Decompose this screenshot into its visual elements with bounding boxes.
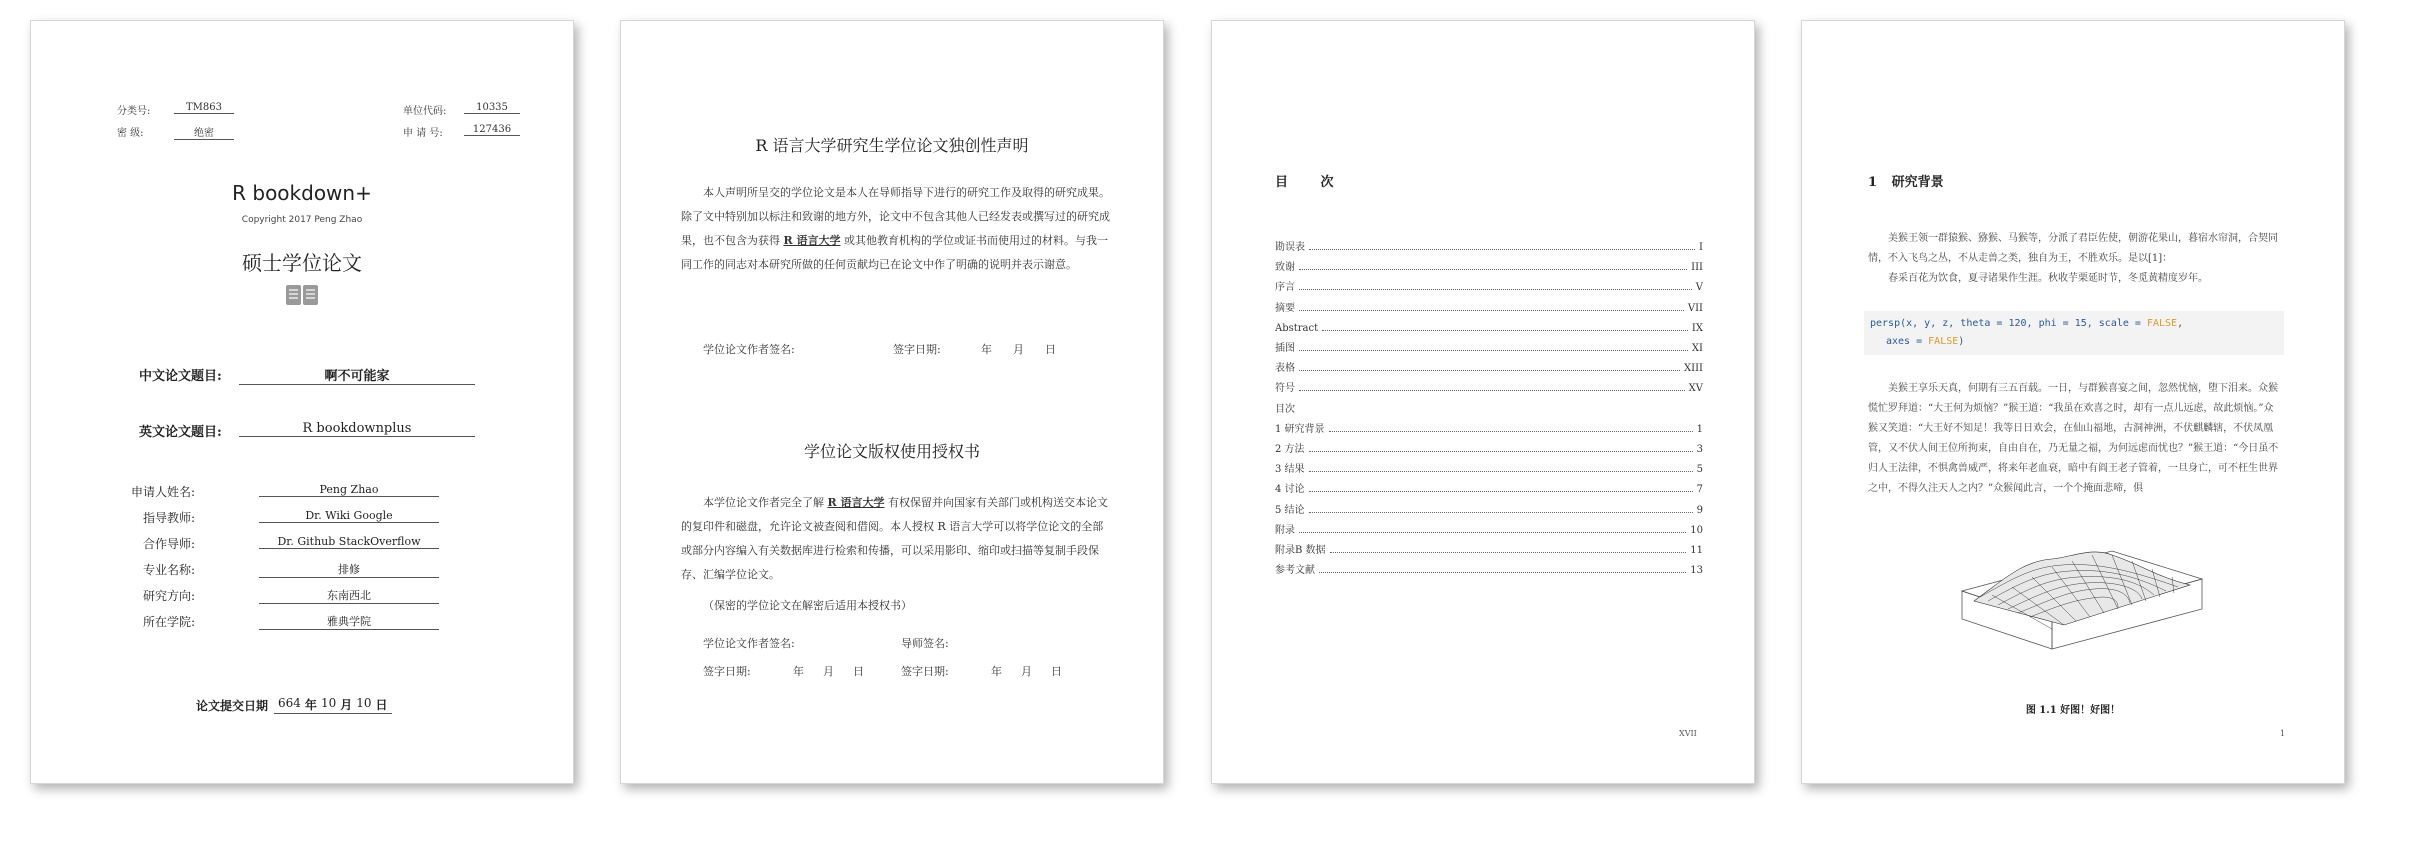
toc-row-page: IX [1691,322,1703,334]
toc-leader-dots [1309,471,1693,472]
toc-row-label: 2 方法 [1275,444,1305,455]
unit-value: 10335 [464,102,520,114]
date-year: 年 [981,343,992,356]
class-label: 分类号: [117,106,151,117]
cover-title [31,181,573,205]
sign-date-label-2: 签字日期: [703,665,751,678]
info-label: 专业名称: [142,563,195,577]
toc-row-page: 7 [1696,484,1703,496]
secret-value: 绝密 [174,124,234,140]
date-month: 月 [1013,343,1024,356]
toc-row[interactable] [1275,516,1703,536]
copyright-text-b: 有权保留并向国家有关部门或机构送交本论文的复印件和磁盘，允许论文被查阅和借阅。本人授权 R 语言大学可以将学位论文的全部或部分内容编入有关数据库进行检索和传播，可以采用影印、缩印或扫描等复制手段保存、汇编学位论文。 [681,496,1108,581]
toc-row[interactable] [1275,415,1703,435]
university-name: R 语言大学 [783,234,841,247]
code-line-1: persp(x, y, z, theta = 120, phi = 15, scale = FALSE, [1870,318,2184,329]
toc-row-label: 表格 [1275,363,1295,375]
toc-row[interactable] [1275,395,1703,415]
submit-day: 10 [356,696,372,710]
info-label: 研究方向: [142,589,195,603]
cn-title-label: 中文论文题目: [139,369,222,384]
toc-leader-dots [1299,289,1692,290]
copyright: Copyright 2017 Peng Zhao [241,215,363,225]
info-value: Dr. Wiki Google [259,509,439,523]
submit-month-unit: 月 [340,698,353,712]
date-day-2: 日 [853,665,864,678]
toc-row-label: 3 结果 [1275,464,1305,476]
date-year-3: 年 [991,665,1002,678]
info-label: 申请人姓名: [130,485,195,499]
toc-row-label: 4 讨论 [1275,484,1305,496]
page-cover [30,20,574,784]
cover-title-main: R bookdown [232,181,356,205]
toc-row-page: 9 [1696,504,1703,516]
code-line-2: axes = FALSE) [1886,336,1965,347]
page-chapter [1801,20,2345,784]
class-value: TM863 [174,102,234,114]
info-label: 所在学院: [142,615,195,629]
toc-row-page: 13 [1690,565,1703,577]
date-year-2: 年 [793,665,804,678]
info-label: 指导教师: [142,511,195,525]
page-toc [1211,20,1755,784]
figure-caption: 图 1.1 好图！好图！ [2025,705,2121,716]
declaration-paragraph [681,181,1111,277]
toc-row-page: I [1699,242,1703,253]
degree-title: 硕士学位论文 [242,251,362,275]
toc-row[interactable] [1275,435,1703,455]
toc-leader-dots [1299,390,1685,391]
toc-leader-dots [1309,512,1693,513]
university-name-2: R 语言大学 [827,496,885,509]
info-label: 合作导师: [142,537,195,551]
toc-leader-dots [1330,552,1687,553]
secret-label: 密 级: [117,128,144,139]
toc-row-label: 1 研究背景 [1275,423,1325,435]
declaration-text-b: 或其他教育机构的学位或证书而使用过的材料。与我一同工作的同志对本研究所做的任何贡献均已在论文中作了明确的说明并表示谢意。 [681,234,1108,271]
apply-value: 127436 [464,124,520,136]
declaration-title: R 语言大学研究生学位论文独创性声明 [755,136,1029,155]
info-value: 排修 [259,561,439,578]
body-paragraph-1: 美猴王领一群猿猴、猕猴、马猴等，分派了君臣佐使，朝游花果山，暮宿水帘洞，合契同情，不入飞鸟之丛，不从走兽之类，独自为王，不胜欢乐。是以[1]： [1868,233,2278,264]
toc-row-label: 勘误表 [1275,242,1305,253]
submit-date [196,696,392,714]
toc-row[interactable] [1275,556,1703,576]
toc-row-page: XI [1691,343,1703,354]
toc-row[interactable] [1275,354,1703,374]
submit-date-line [274,696,392,714]
toc-row-page: VII [1687,302,1703,314]
section-heading [1868,171,1944,190]
toc-row-label: 符号 [1275,383,1295,395]
toc-row[interactable] [1275,475,1703,495]
body-paragraph-1b: 春采百花为饮食，夏寻诸果作生涯。秋收芋栗延时节，冬觅黄精度岁年。 [1888,273,2208,284]
toc-row-page: V [1695,282,1703,294]
declaration-text-a: 本人声明所呈交的学位论文是本人在导师指导下进行的研究工作及取得的研究成果。除了文中特别加以标注和致谢的地方外，论文中不包含其他人已经发表或撰写过的研究成果，也不包含为获得 [681,186,1110,247]
toc-row-label: 目次 [1275,403,1295,415]
section-title: 研究背景 [1891,175,1944,190]
toc-row[interactable] [1275,374,1703,394]
sign-date-label-3: 签字日期: [901,665,949,678]
section-number: 1 [1868,175,1878,190]
toc-leader-dots [1299,532,1686,533]
toc-row-page: 11 [1690,545,1703,556]
figure-persp-plot [1952,531,2212,665]
cn-title-value: 啊不可能家 [239,365,475,385]
toc-row[interactable] [1275,273,1703,293]
copyright-title: 学位论文版权使用授权书 [803,442,980,461]
toc-leader-dots [1329,431,1693,432]
toc-leader-dots [1309,451,1693,452]
info-value: Dr. Github StackOverflow [259,535,439,549]
toc-leader-dots [1299,269,1687,270]
sign-date-label: 签字日期: [893,343,941,356]
toc-row[interactable] [1275,253,1703,273]
en-title-value: R bookdownplus [239,421,475,437]
toc-row-label: 参考文献 [1275,565,1315,577]
toc-row-page: XV [1688,383,1703,395]
apply-label: 申 请 号: [403,128,443,139]
toc-row-page: III [1691,262,1703,274]
toc-row-label: 附录 [1275,524,1295,536]
date-month-3: 月 [1021,665,1032,678]
info-value: 东南西北 [259,587,439,604]
page-number: XVII [1679,729,1697,738]
date-day-3: 日 [1051,665,1062,678]
toc-row-label: 插图 [1275,343,1295,354]
toc-leader-dots [1309,491,1693,492]
submit-day-unit: 日 [375,698,388,712]
toc-leader-dots [1322,330,1688,331]
toc-row-label: 序言 [1275,282,1295,294]
info-value: Peng Zhao [259,483,439,497]
toc-leader-dots [1299,310,1684,311]
toc-row-label: 5 结论 [1275,504,1305,516]
submit-year-unit: 年 [304,698,317,712]
advisor-signature-label: 导师签名: [901,637,949,650]
toc-leader-dots [1299,350,1688,351]
cover-title-plus: + [355,181,372,205]
toc-row-page: 5 [1696,464,1703,476]
toc-leader-dots [1299,370,1680,371]
info-value: 雅典学院 [259,613,439,630]
body-paragraph-2: 美猴王享乐天真，何期有三五百载。一日，与群猴喜宴之间，忽然忧恼，堕下泪来。众猴慌忙罗拜道：“大王何为烦恼？”猴王道：“我虽在欢喜之时，却有一点儿远虑，故此烦恼。”众猴又笑道：“大王好不知足！我等日日欢会，在仙山福地，古洞神洲，不伏麒麟辖，不伏凤凰管，又不伏人间王位所拘束，自由自在，乃无量之福，为何远虑而忧也？”猴王道：“今日虽不归人王法律，不惧禽兽威严，将来年老血衰，暗中有阎王老子管着，一旦身亡，可不枉生世界之中，不得久注天人之内？”众猴闻此言，一个个掩面悲啼，俱 [1868,383,2279,494]
book-icon [285,283,319,311]
page-number-4: 1 [2280,729,2286,738]
toc-row-label: 摘要 [1275,302,1295,314]
copyright-text-a: 本学位论文作者完全了解 [703,496,824,509]
toc-row[interactable] [1275,334,1703,354]
unit-label: 单位代码: [403,106,447,117]
toc-row-page: 3 [1696,444,1703,455]
toc-row-label: 附录B 数据 [1275,545,1326,556]
en-title-label: 英文论文题目: [139,425,222,440]
toc-row[interactable] [1275,496,1703,516]
toc-row-page: XIII [1684,363,1703,375]
submit-label: 论文提交日期 [196,699,269,713]
code-block [1864,311,2284,355]
copyright-paragraph [681,491,1111,587]
toc-row[interactable] [1275,233,1703,253]
toc-row-page: 10 [1690,524,1703,536]
date-month-2: 月 [823,665,834,678]
toc-row-page: 1 [1696,423,1703,435]
page-declaration [620,20,1164,784]
toc-row-label: 致谢 [1275,262,1295,274]
submit-year: 664 [278,696,301,710]
toc-row[interactable] [1275,455,1703,475]
date-day: 日 [1045,343,1056,356]
toc-title: 目 次 [1275,175,1348,190]
toc-row[interactable] [1275,294,1703,314]
toc-row-label: Abstract [1275,322,1319,334]
toc-row[interactable] [1275,536,1703,556]
toc-row[interactable] [1275,314,1703,334]
confidential-note: （保密的学位论文在解密后适用本授权书） [703,599,912,612]
toc-leader-dots [1319,572,1686,573]
toc-leader-dots [1309,249,1695,250]
submit-month: 10 [320,696,337,710]
author-signature-label-2: 学位论文作者签名: [703,637,795,650]
author-signature-label: 学位论文作者签名: [703,343,795,356]
